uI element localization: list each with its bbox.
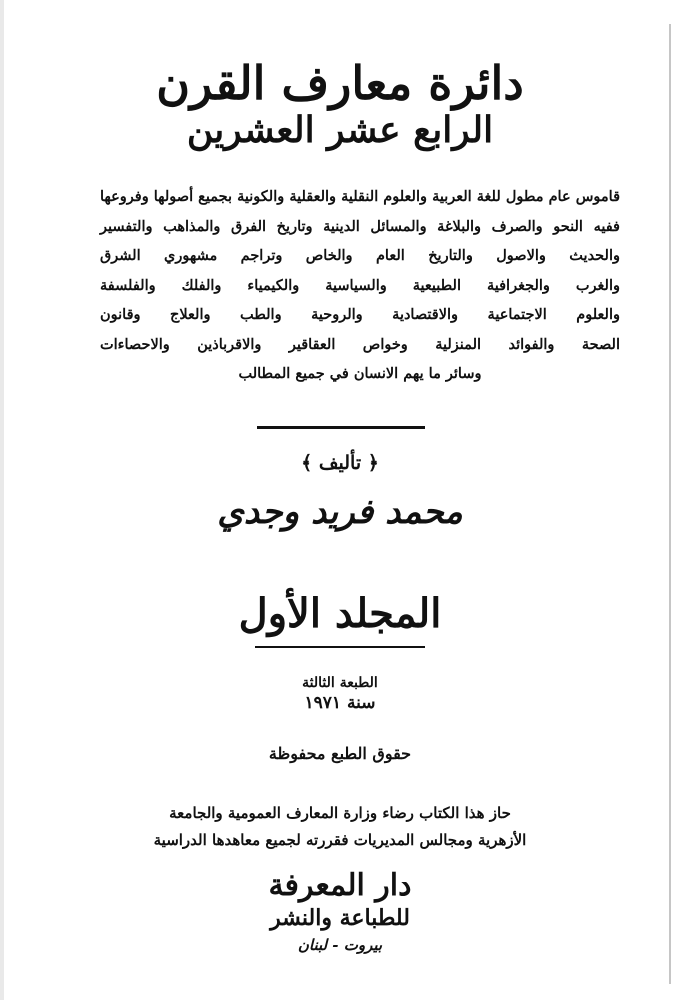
approval-notice: [130, 800, 550, 854]
publisher-block: [230, 868, 450, 956]
description-line: الصحة والفوائد المنزلية وخواص العقاقير والاقرباذين والاحصاءات: [100, 335, 620, 353]
description-line: والعلوم الاجتماعية والاقتصادية والروحية والطب والعلاج وقانون: [100, 306, 620, 323]
description-line: قاموس عام مطول للغة العربية والعلوم النقلية والعقلية والكونية بجميع أصولها وفروعها: [100, 188, 620, 205]
book-title-sub: الرابع عشر العشرين: [186, 109, 494, 151]
description-line: وسائر ما يهم الانسان في جميع المطالب: [238, 365, 482, 382]
author-label: ﴿ تأليف ﴾: [301, 452, 379, 474]
edition-info: [290, 674, 390, 714]
description-line: والحديث والاصول والتاريخ العام والخاص وتراجم مشهوري الشرق: [100, 247, 620, 264]
description-line: والغرب والجغرافية الطبيعية والسياسية والكيمياء والفلك والفلسفة: [100, 276, 620, 294]
author-name: محمد فريد وجدي: [217, 492, 463, 532]
publisher-city: بيروت - لبنان: [297, 936, 383, 954]
copyright-notice: حقوق الطبع محفوظة: [268, 744, 412, 763]
publisher-tagline: للطباعة والنشر: [270, 905, 410, 931]
book-title-main: دائرة معارف القرن: [156, 56, 524, 110]
page-border-line: [669, 24, 671, 984]
approval-line: حاز هذا الكتاب رضاء وزارة المعارف العمومية والجامعة: [169, 804, 511, 822]
volume-underline: [255, 646, 425, 648]
description-line: ففيه النحو والصرف والبلاغة والمسائل الدينية وتاريخ الفرق والمذاهب والتفسير: [100, 217, 620, 235]
edition-year: سنة ١٩٧١: [304, 693, 376, 713]
publisher-name: دار المعرفة: [268, 868, 412, 903]
approval-line: الأزهرية ومجالس المديريات فقررته لجميع معاهدها الدراسية: [153, 831, 527, 849]
page-edge-shadow: [0, 0, 4, 1000]
book-title: [100, 52, 580, 152]
edition-label: الطبعة الثالثة: [302, 675, 378, 691]
volume-title: المجلد الأول: [238, 590, 442, 637]
book-description: [100, 182, 620, 389]
separator-rule: [257, 426, 425, 429]
